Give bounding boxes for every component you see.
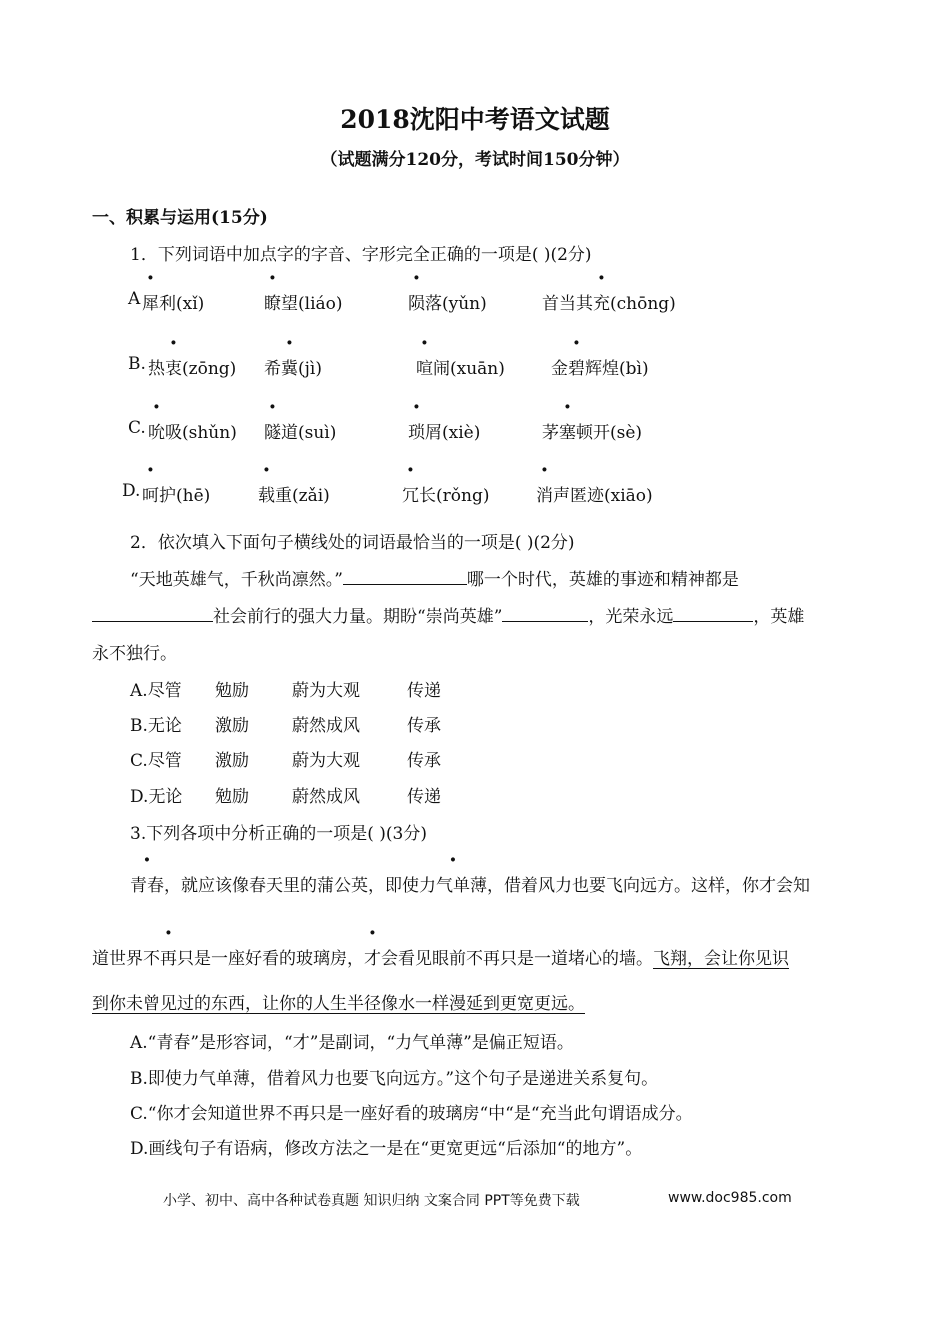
word-item: 喧闹(xuān) — [416, 359, 505, 379]
word-item: 呵护(hē) — [142, 486, 211, 506]
answer-blank — [92, 605, 213, 622]
option-cell: 蔚然成风 — [292, 716, 360, 736]
option-line: B.即使力气单薄，借着风力也要飞向远方。”这个句子是递进关系复句。 — [130, 1069, 659, 1089]
option-row: C.尽管 — [130, 751, 182, 771]
option-cell: 激励 — [215, 716, 249, 736]
footer-url[interactable]: www.doc985.com — [668, 1190, 792, 1206]
option-cell: 传递 — [407, 787, 441, 807]
question-3-passage-line: 青春，就应该像春天里的蒲公英，即使力气单薄，借着风力也要飞向远方。这样，你才会知 — [130, 876, 810, 896]
option-row: B.无论 — [130, 716, 182, 736]
underlined-sentence: 飞翔，会让你见识 — [653, 949, 789, 969]
word-item: 瞭望(liáo) — [264, 294, 343, 314]
option-row: D.无论 — [130, 787, 183, 807]
word-item: 陨落(yǔn) — [408, 294, 487, 314]
option-label: C. — [128, 418, 146, 438]
option-cell: 传承 — [407, 751, 441, 771]
answer-blank — [673, 605, 753, 622]
word-item: 载重(zǎi) — [258, 486, 330, 506]
word-item: 冗长(rǒng) — [402, 486, 490, 506]
section-heading: 一、积累与运用(15分) — [92, 208, 268, 228]
word-item: 茅塞顿开(sè) — [542, 423, 643, 443]
question-2-passage-line: 社会前行的强大力量。期盼“崇尚英雄” ，光荣永远 ，英雄 — [92, 602, 804, 627]
underlined-sentence: 到你未曾见过的东西，让你的人生半径像水一样漫延到更宽更远。 — [92, 994, 585, 1014]
question-1-stem: 1．下列词语中加点字的字音、字形完全正确的一项是( )(2分) — [130, 245, 592, 265]
option-label: A — [128, 289, 141, 309]
word-item: 琐屑(xiè) — [408, 423, 481, 443]
word-item: 热衷(zōng) — [148, 359, 237, 379]
answer-blank — [502, 605, 588, 622]
option-label: D. — [122, 481, 141, 501]
question-2-stem: 2．依次填入下面句子横线处的词语最恰当的一项是( )(2分) — [130, 533, 575, 553]
option-cell: 蔚为大观 — [292, 751, 360, 771]
word-item: 吮吸(shǔn) — [148, 423, 237, 443]
option-line: C.“你才会知道世界不再只是一座好看的玻璃房“中“是“充当此句谓语成分。 — [130, 1104, 693, 1124]
footer-text: 小学、初中、高中各种试卷真题 知识归纳 文案合同 PPT等免费下载 — [163, 1193, 580, 1209]
option-line: D.画线句子有语病，修改方法之一是在“更宽更远“后添加“的地方”。 — [130, 1139, 643, 1159]
word-item: 隧道(suì) — [264, 423, 337, 443]
word-item: 消声匿迹(xiāo) — [536, 486, 653, 506]
option-cell: 激励 — [215, 751, 249, 771]
word-item: 犀利(xǐ) — [142, 294, 205, 314]
option-cell: 传递 — [407, 681, 441, 701]
word-item: 金碧辉煌(bì) — [551, 359, 649, 379]
option-cell: 蔚然成风 — [292, 787, 360, 807]
option-line: A.“青春”是形容词，“才”是副词，“力气单薄”是偏正短语。 — [130, 1033, 574, 1053]
question-2-passage-line: 永不独行。 — [92, 644, 177, 664]
option-row: A.尽管 — [130, 681, 182, 701]
option-cell: 勉励 — [215, 787, 249, 807]
option-label: B. — [128, 354, 146, 374]
question-2-passage-line: “天地英雄气，千秋尚凛然。” 哪一个时代，英雄的事迹和精神都是 — [130, 570, 739, 590]
word-item: 首当其充(chōng) — [542, 294, 676, 314]
option-cell: 勉励 — [215, 681, 249, 701]
option-cell: 蔚为大观 — [292, 681, 360, 701]
page-title: 2018沈阳中考语文试题 — [340, 105, 610, 134]
answer-blank — [343, 568, 467, 585]
question-3-stem: 3.下列各项中分析正确的一项是( )(3分) — [130, 824, 427, 844]
question-3-passage-line: 道世界不再只是一座好看的玻璃房，才会看见眼前不再只是一道堵心的墙。飞翔，会让你见识 — [92, 949, 789, 969]
word-item: 希冀(jì) — [264, 359, 322, 379]
option-cell: 传承 — [407, 716, 441, 736]
page-subtitle: （试题满分120分，考试时间150分钟） — [320, 150, 630, 170]
